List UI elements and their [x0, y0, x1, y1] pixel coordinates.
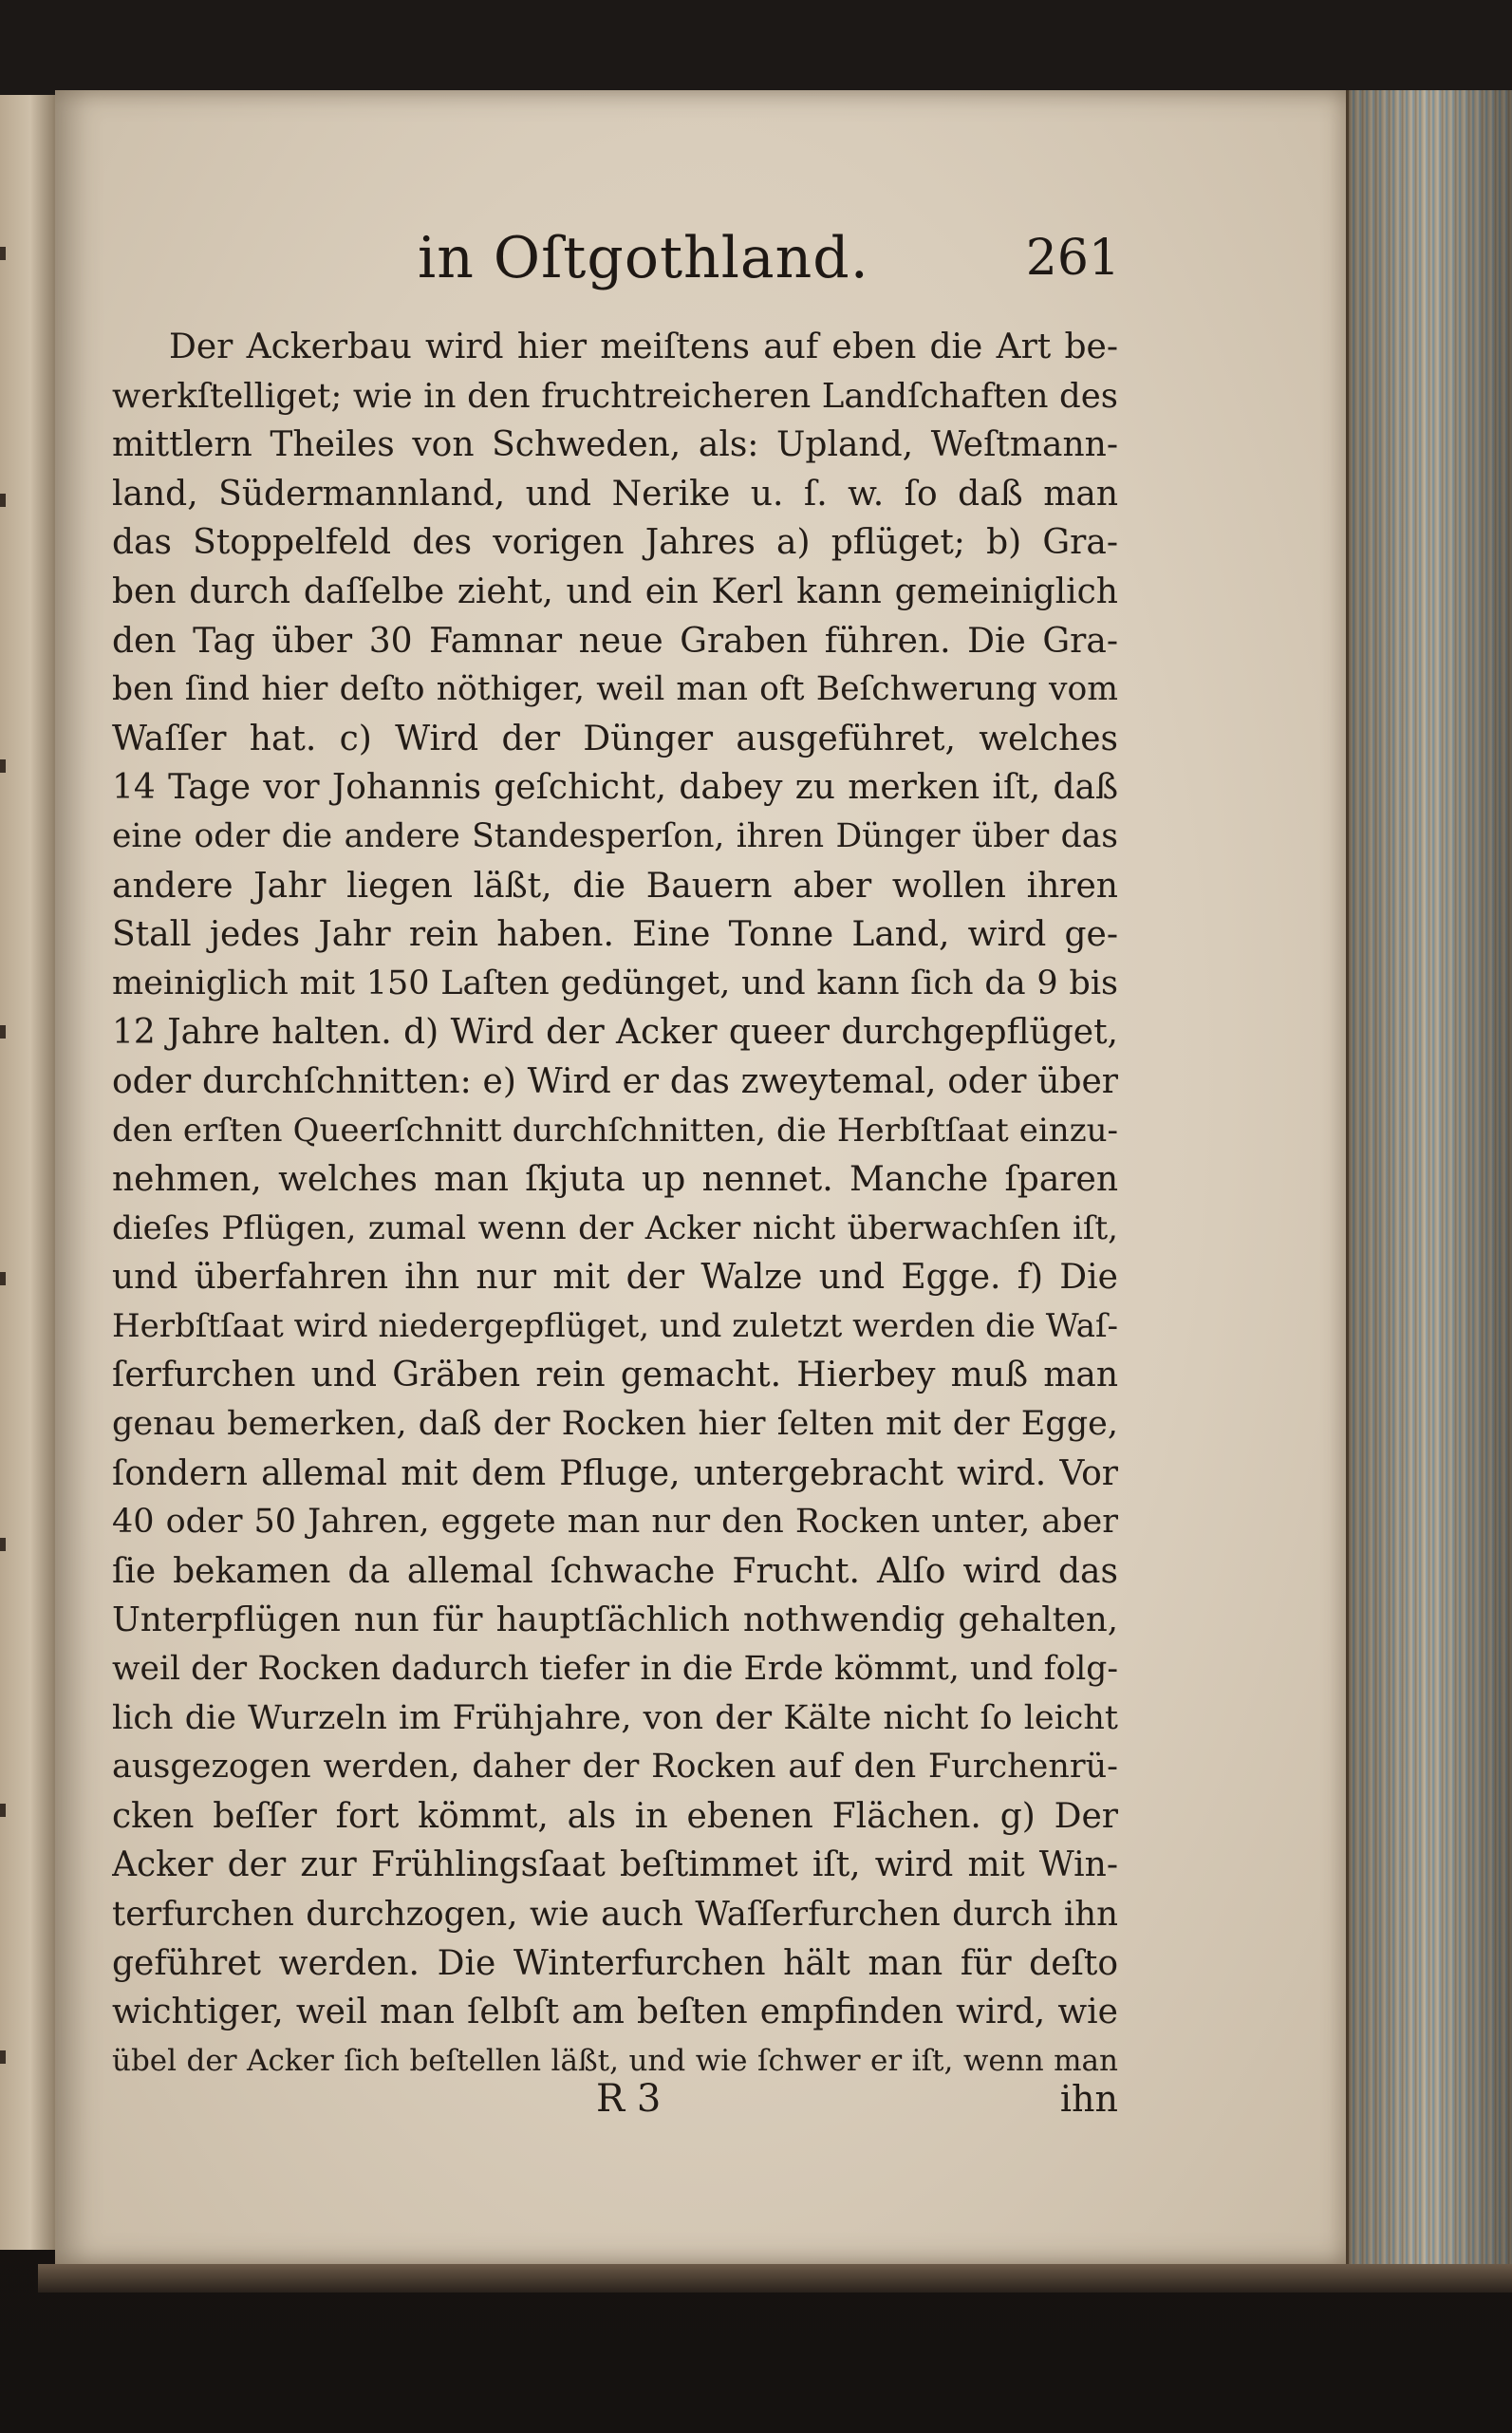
- text-line: ben durch daſſelbe zieht, und ein Kerl kann gemeiniglich: [112, 571, 1118, 611]
- body-text: [112, 323, 1118, 2086]
- text-line: wichtiger, weil man ſelbſt am beſten empfinden wird, wie: [112, 1993, 1118, 2032]
- previous-page-edge: [0, 95, 57, 2250]
- edge-mark: [0, 1538, 6, 1551]
- text-line: terfurchen durchzogen, wie auch Waſſerfurchen durch ihn: [112, 1895, 1118, 1934]
- book-bottom-edge: [38, 2264, 1512, 2293]
- text-line: ſondern allemal mit dem Pfluge, untergebracht wird. Vor: [112, 1453, 1118, 1493]
- running-head: [418, 220, 1120, 296]
- text-line: ſie bekamen da allemal ſchwache Frucht. Alſo wird das: [112, 1551, 1118, 1591]
- text-line: ſerfurchen und Gräben rein gemacht. Hierbey muß man: [112, 1356, 1118, 1395]
- text-line: lich die Wurzeln im Frühjahre, von der Kälte nicht ſo leicht: [112, 1698, 1118, 1737]
- signature-mark: R 3: [596, 2077, 662, 2121]
- page-number: 261: [1025, 230, 1120, 287]
- edge-mark: [0, 759, 6, 773]
- text-line: 12 Jahre halten. d) Wird der Acker queer durchgepflüget,: [112, 1013, 1118, 1053]
- catchword: ihn: [1059, 2078, 1118, 2120]
- fore-edge-shading: [1346, 90, 1512, 2264]
- edge-mark: [0, 1272, 6, 1285]
- edge-mark: [0, 1025, 6, 1039]
- text-line: nehmen, welches man ſkjuta up nennet. Manche ſparen: [112, 1160, 1118, 1200]
- page-footer: [112, 2072, 1118, 2125]
- text-line: den Tag über 30 Famnar neue Graben führen. Die Gra-: [112, 621, 1118, 661]
- text-line: andere Jahr liegen läßt, die Bauern aber wollen ihren: [112, 866, 1118, 906]
- text-line: meiniglich mit 150 Laſten gedünget, und kann ſich da 9 bis: [112, 964, 1118, 1002]
- text-line: eine oder die andere Standesperſon, ihren Dünger über das: [112, 816, 1118, 855]
- text-line: und überfahren ihn nur mit der Walze und Egge. f) Die: [112, 1258, 1118, 1298]
- text-line: Der Ackerbau wird hier meiſtens auf eben die Art be-: [169, 328, 1118, 366]
- text-line: Stall jedes Jahr rein haben. Eine Tonne Land, wird ge-: [112, 915, 1118, 955]
- edge-mark: [0, 2050, 6, 2064]
- text-line: Acker der zur Frühlingsſaat beſtimmet iſt, wird mit Win-: [112, 1845, 1118, 1885]
- text-line: Unterpflügen nun für hauptſächlich nothwendig gehalten,: [112, 1600, 1118, 1640]
- text-line: übel der Acker ſich beſtellen läßt, und wie ſchwer er iſt, wenn man: [112, 2043, 1118, 2078]
- text-line: 14 Tage vor Johannis geſchicht, dabey zu merken iſt, daß: [112, 768, 1118, 808]
- edge-mark: [0, 494, 6, 507]
- running-title: in Oſtgothland.: [418, 225, 869, 291]
- text-line: werkſtelliget; wie in den fruchtreicheren Landſchaften des: [112, 376, 1118, 416]
- text-line: land, Südermannland, und Nerike u. ſ. w. ſo daß man: [112, 474, 1118, 514]
- text-line: geführet werden. Die Winterfurchen hält man für deſto: [112, 1943, 1118, 1983]
- text-line: den erſten Queerſchnitt durchſchnitten, die Herbſtſaat einzu-: [112, 1111, 1118, 1150]
- text-line: 40 oder 50 Jahren, eggete man nur den Rocken unter, aber: [112, 1503, 1118, 1542]
- text-line: Herbſtſaat wird niedergepflüget, und zuletzt werden die Waſ-: [112, 1306, 1118, 1345]
- text-line: weil der Rocken dadurch tiefer in die Erde kömmt, und folg-: [112, 1650, 1118, 1689]
- text-line: cken beſſer fort kömmt, als in ebenen Flächen. g) Der: [112, 1796, 1118, 1836]
- text-line: oder durchſchnitten: e) Wird er das zweytemal, oder über: [112, 1061, 1118, 1101]
- text-line: mittlern Theiles von Schweden, als: Upland, Weſtmann-: [112, 425, 1118, 465]
- text-line: genau bemerken, daß der Rocken hier ſelten mit der Egge,: [112, 1405, 1118, 1444]
- text-line: ben ſind hier deſto nöthiger, weil man oft Beſchwerung vom: [112, 670, 1118, 709]
- edge-mark: [0, 247, 6, 260]
- text-line: dieſes Pflügen, zumal wenn der Acker nicht überwachſen iſt,: [112, 1208, 1118, 1247]
- text-line: Waſſer hat. c) Wird der Dünger ausgeführet, welches: [112, 719, 1118, 758]
- text-line: das Stoppelfeld des vorigen Jahres a) pflüget; b) Gra-: [112, 523, 1118, 563]
- edge-mark: [0, 1804, 6, 1817]
- text-line: ausgezogen werden, daher der Rocken auf den Furchenrü-: [112, 1748, 1118, 1787]
